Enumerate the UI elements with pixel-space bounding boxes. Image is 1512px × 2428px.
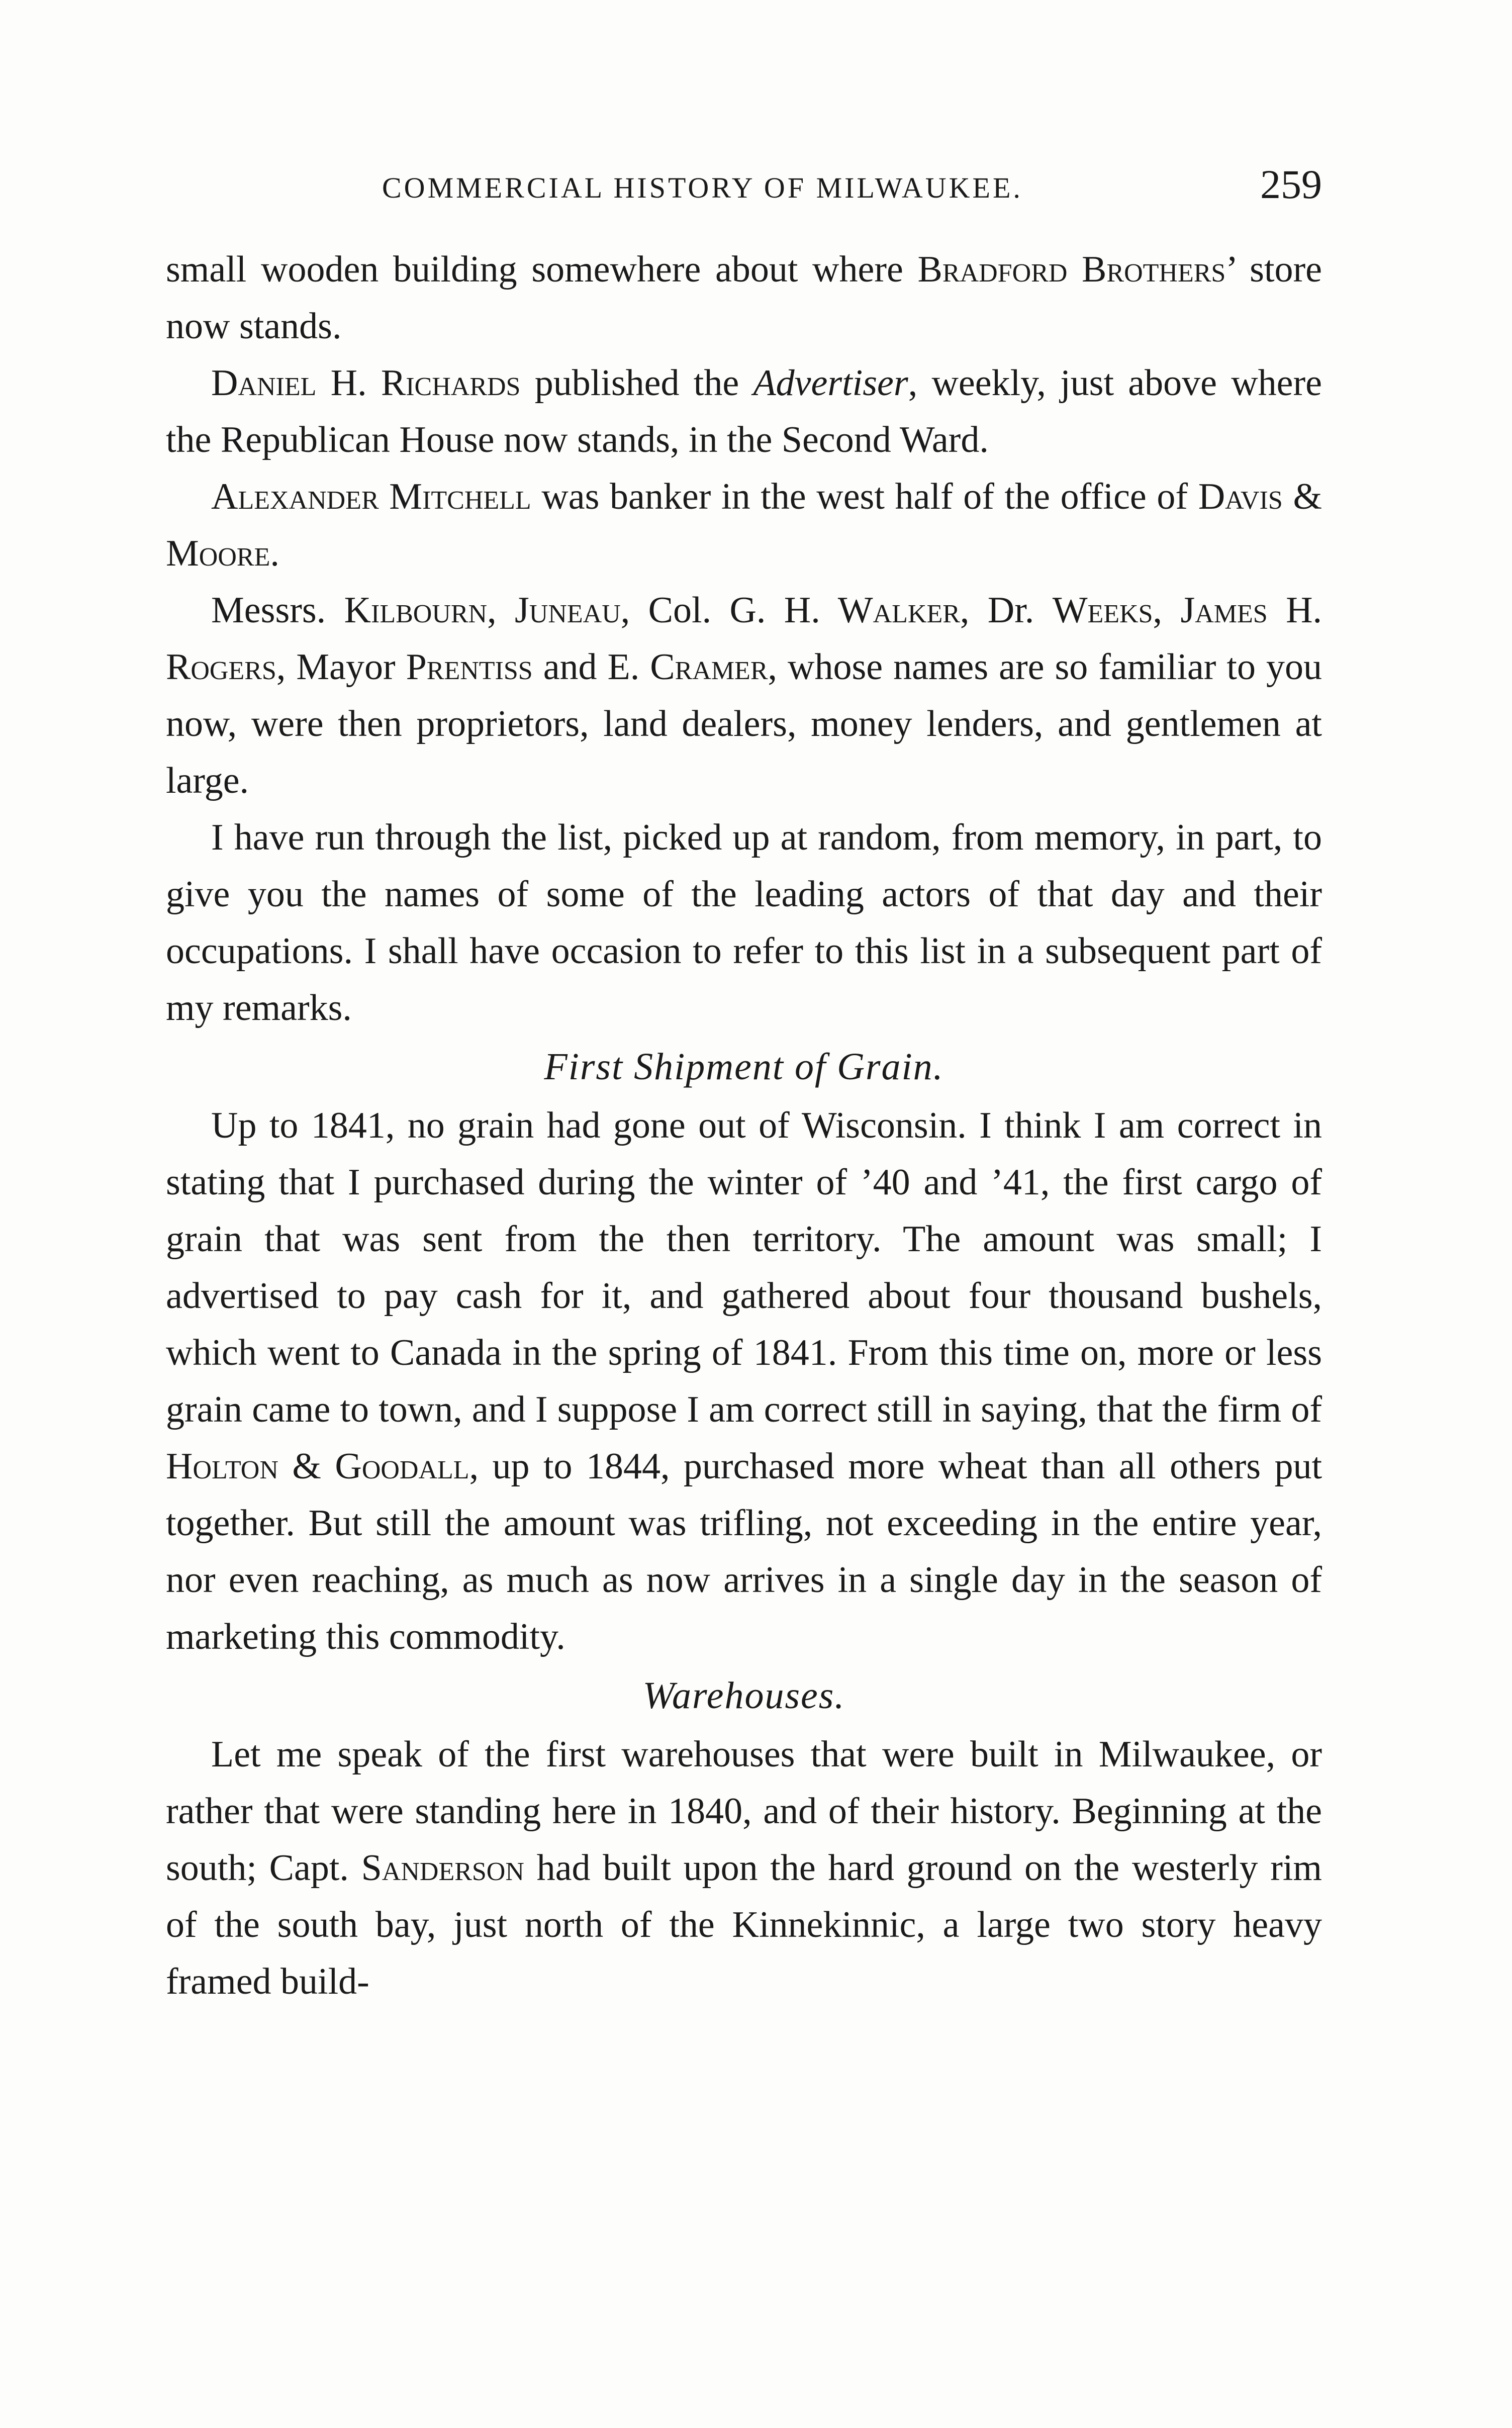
text-run: Up to 1841, no grain had gone out of Wisconsin. I think I am correct in stating that I purchased during the winter of ’40 and ’41, the first cargo of grain that was sent from the then territory. The amount was small; I advertised to pay cash for it, and gathered about four thousand bushels, which went to Canada in the spring of 1841. From this time on, more or less grain came to town, and I suppose I am correct still in saying, that the firm of <box>166 1105 1322 1430</box>
text-run: was banker in the west half of the office of <box>531 476 1198 517</box>
text-run: . <box>270 533 279 574</box>
name-prentiss: Prentiss <box>406 646 533 688</box>
text-run: & <box>278 1446 335 1487</box>
text-run: , up to 1844, purchased more wheat than all others put together. But still the amount was trifling, not exceeding in the entire year, nor even reaching, as much as now arrives in a single day in the season of marketing this commodity. <box>166 1446 1322 1657</box>
text-run: , whose names are so familiar to you now, were then proprietors, land dealers, money lenders, and gentlemen at large. <box>166 646 1322 801</box>
name-juneau: Juneau <box>515 590 621 631</box>
paragraph-continuation <box>166 241 1322 355</box>
name-richards: Daniel H. Richards <box>211 362 521 404</box>
name-weeks: Weeks <box>1052 590 1153 631</box>
paragraph-richards <box>166 355 1322 469</box>
text-run: Let me speak of the first warehouses that were built in Milwaukee, or rather that were standing here in 1840, and of their history. Beginning at the south; Capt. <box>166 1734 1322 1889</box>
name-sanderson: Sanderson <box>361 1847 524 1889</box>
text-run: , Dr. <box>960 590 1053 631</box>
paragraph-list: I have run through the list, picked up at random, from memory, in part, to give you the names of some of the leading actors of that day and their occupations. I shall have occasion to refer to this list in a subsequent part of my remarks. <box>166 817 1322 1029</box>
text-run: , <box>1153 590 1181 631</box>
text-run: small wooden building somewhere about where <box>166 249 918 290</box>
text-run: had built upon the hard ground on the westerly rim of the south bay, just north of the Kinnekinnic, a large two story heavy framed build- <box>166 1847 1322 2002</box>
name-cramer: E. Cramer <box>607 646 768 688</box>
paragraph-proprietors <box>166 582 1322 809</box>
text-run: Messrs. <box>211 590 344 631</box>
running-title: COMMERCIAL HISTORY OF MILWAUKEE. <box>382 171 1023 204</box>
newspaper-title: Advertiser <box>753 362 908 404</box>
text-run: , Mayor <box>276 646 406 688</box>
text-run: published the <box>520 362 753 404</box>
name-davis: Davis <box>1198 476 1283 517</box>
running-head <box>166 161 1322 211</box>
text-run: and <box>532 646 608 688</box>
text-run: , <box>487 590 515 631</box>
name-kilbourn: Kilbourn <box>344 590 488 631</box>
section-heading-grain: First Shipment of Grain. <box>544 1046 944 1088</box>
section-heading-warehouses: Warehouses. <box>642 1674 845 1717</box>
name-rogers: James H. Rogers <box>166 590 1322 688</box>
paragraph-warehouses <box>166 1726 1322 2010</box>
name-bradford-brothers: Bradford Brothers <box>917 249 1226 290</box>
name-holton: Holton <box>166 1446 278 1487</box>
text-run: ’ store now stands. <box>166 249 1322 347</box>
name-goodall: Goodall <box>335 1446 469 1487</box>
paragraph-grain <box>166 1097 1322 1665</box>
text-run: , weekly, just above where the Republican House now stands, in the Second Ward. <box>166 362 1322 460</box>
body-text <box>166 241 1322 2010</box>
name-moore: Moore <box>166 533 270 574</box>
text-run: & <box>1282 476 1322 517</box>
paragraph-mitchell <box>166 469 1322 582</box>
text-run: , Col. <box>620 590 730 631</box>
name-mitchell: Alexander Mitchell <box>211 476 531 517</box>
page-number: 259 <box>1260 161 1322 207</box>
name-walker: G. H. Walker <box>729 590 960 631</box>
